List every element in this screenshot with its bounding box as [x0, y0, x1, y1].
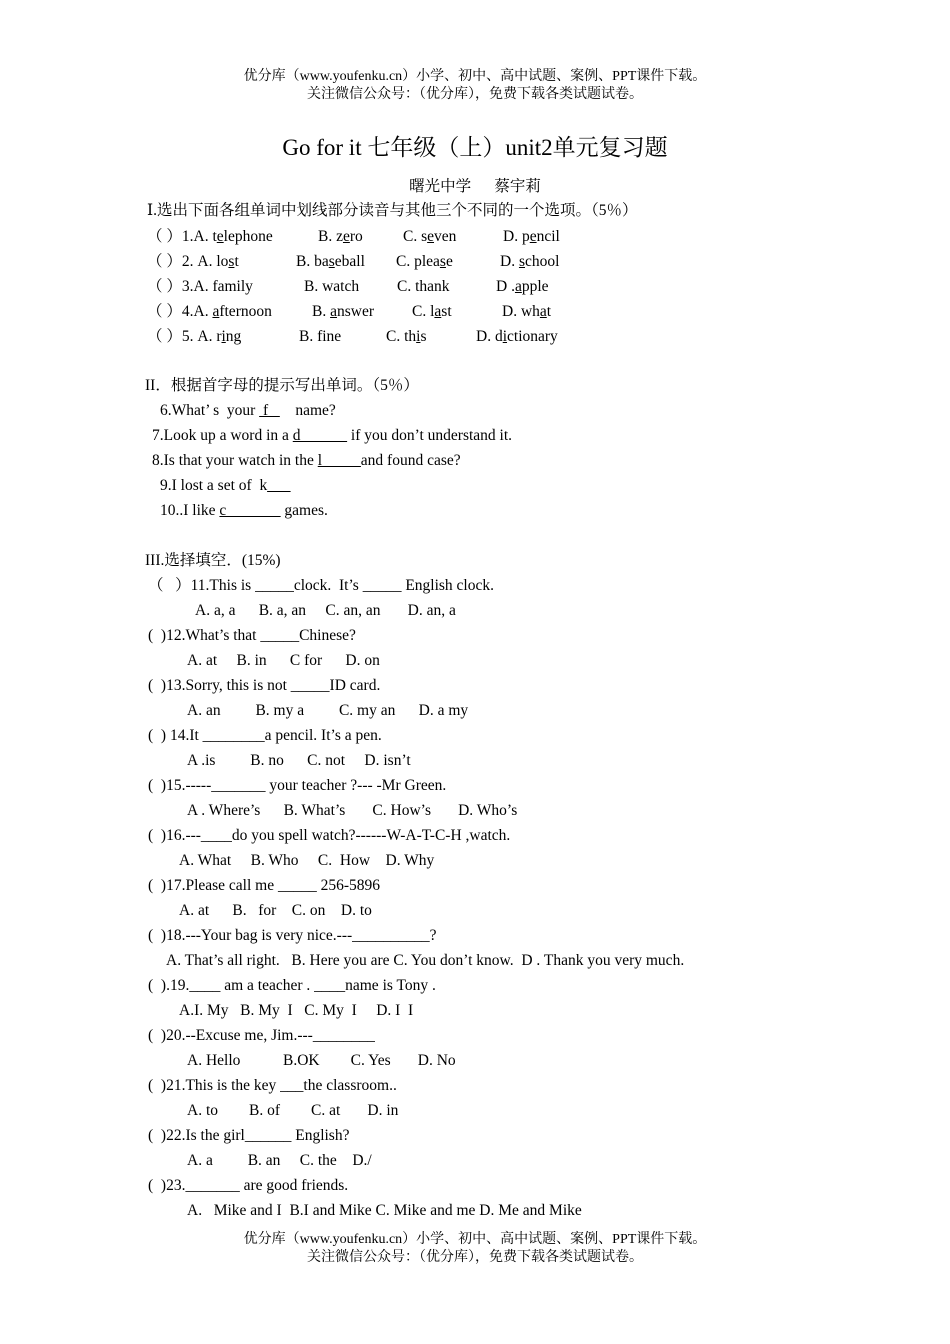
- page-title: Go for it 七年级（上）unit2单元复习题: [282, 135, 668, 160]
- options-17: A. at B. for C. on D. to: [179, 902, 372, 919]
- options-11: A. a, a B. a, an C. an, an D. an, a: [195, 602, 456, 619]
- options-18: A. That’s all right. B. Here you are C. You don’t know. D . Thank you very much.: [166, 952, 685, 969]
- footer-line-2: 关注微信公众号：（优分库），免费下载各类试题试卷。: [307, 1250, 643, 1265]
- question-16: ( )16.---____do you spell watch?------W-A-T-C-H ,watch.: [148, 827, 511, 844]
- options-23: A. Mike and I B.I and Mike C. Mike and me D. Me and Mike: [187, 1202, 582, 1219]
- question-8: 8.Is that your watch in the l_____and found case?: [152, 452, 461, 469]
- question-10: 10..I like c_______ games.: [160, 502, 328, 519]
- options-12: A. at B. in C for D. on: [187, 652, 380, 669]
- options-15: A . Where’s B. What’s C. How’s D. Who’s: [187, 802, 518, 819]
- options-22: A. a B. an C. the D./: [187, 1152, 372, 1169]
- question-15: ( )15.-----_______ your teacher ?--- -Mr Green.: [148, 777, 447, 794]
- footer-line-1: 优分库（www.youfenku.cn）小学、初中、高中试题、案例、PPT课件下载。: [243, 1232, 707, 1247]
- question-6: 6.What’ s your f name?: [160, 402, 336, 419]
- question-21: ( )21.This is the key ___the classroom..: [148, 1077, 397, 1094]
- question-20: ( )20.--Excuse me, Jim.---________: [148, 1027, 375, 1044]
- options-20: A. Hello B.OK C. Yes D. No: [187, 1052, 456, 1069]
- section-3-heading: III.选择填空．(15%): [145, 552, 281, 569]
- question-13: ( )13.Sorry, this is not _____ID card.: [148, 677, 381, 694]
- options-13: A. an B. my a C. my an D. a my: [187, 702, 469, 719]
- question-9: 9.I lost a set of k___: [160, 477, 291, 494]
- question-19: ( ).19.____ am a teacher . ____name is Tony .: [148, 977, 436, 994]
- question-18: ( )18.---Your bag is very nice.---__________?: [148, 927, 437, 944]
- options-16: A. What B. Who C. How D. Why: [179, 852, 435, 869]
- author-line: 曙光中学 蔡宇莉: [409, 178, 541, 195]
- header-line-2: 关注微信公众号：（优分库），免费下载各类试题试卷。: [307, 87, 643, 102]
- question-23: ( )23._______ are good friends.: [148, 1177, 349, 1194]
- section-1-heading: Ⅰ.选出下面各组单词中划线部分读音与其他三个不同的一个选项。（5％）: [147, 202, 638, 219]
- question-22: ( )22.Is the girl______ English?: [148, 1127, 350, 1144]
- question-17: ( )17.Please call me _____ 256-5896: [148, 877, 381, 894]
- question-12: ( )12.What’s that _____Chinese?: [148, 627, 356, 644]
- options-19: A.I. My B. My I C. My I D. I I: [179, 1002, 414, 1019]
- options-21: A. to B. of C. at D. in: [187, 1102, 399, 1119]
- section-2-heading: II．根据首字母的提示写出单词。（5％）: [145, 377, 419, 394]
- options-14: A .is B. no C. not D. isn’t: [187, 752, 411, 769]
- question-7: 7.Look up a word in a d______ if you don’t understand it.: [152, 427, 513, 444]
- header-line-1: 优分库（www.youfenku.cn）小学、初中、高中试题、案例、PPT课件下载。: [243, 69, 707, 84]
- question-14: ( ) 14.It ________a pencil. It’s a pen.: [148, 727, 382, 744]
- question-11: （ ）11.This is _____clock. It’s _____ English clock.: [148, 577, 494, 594]
